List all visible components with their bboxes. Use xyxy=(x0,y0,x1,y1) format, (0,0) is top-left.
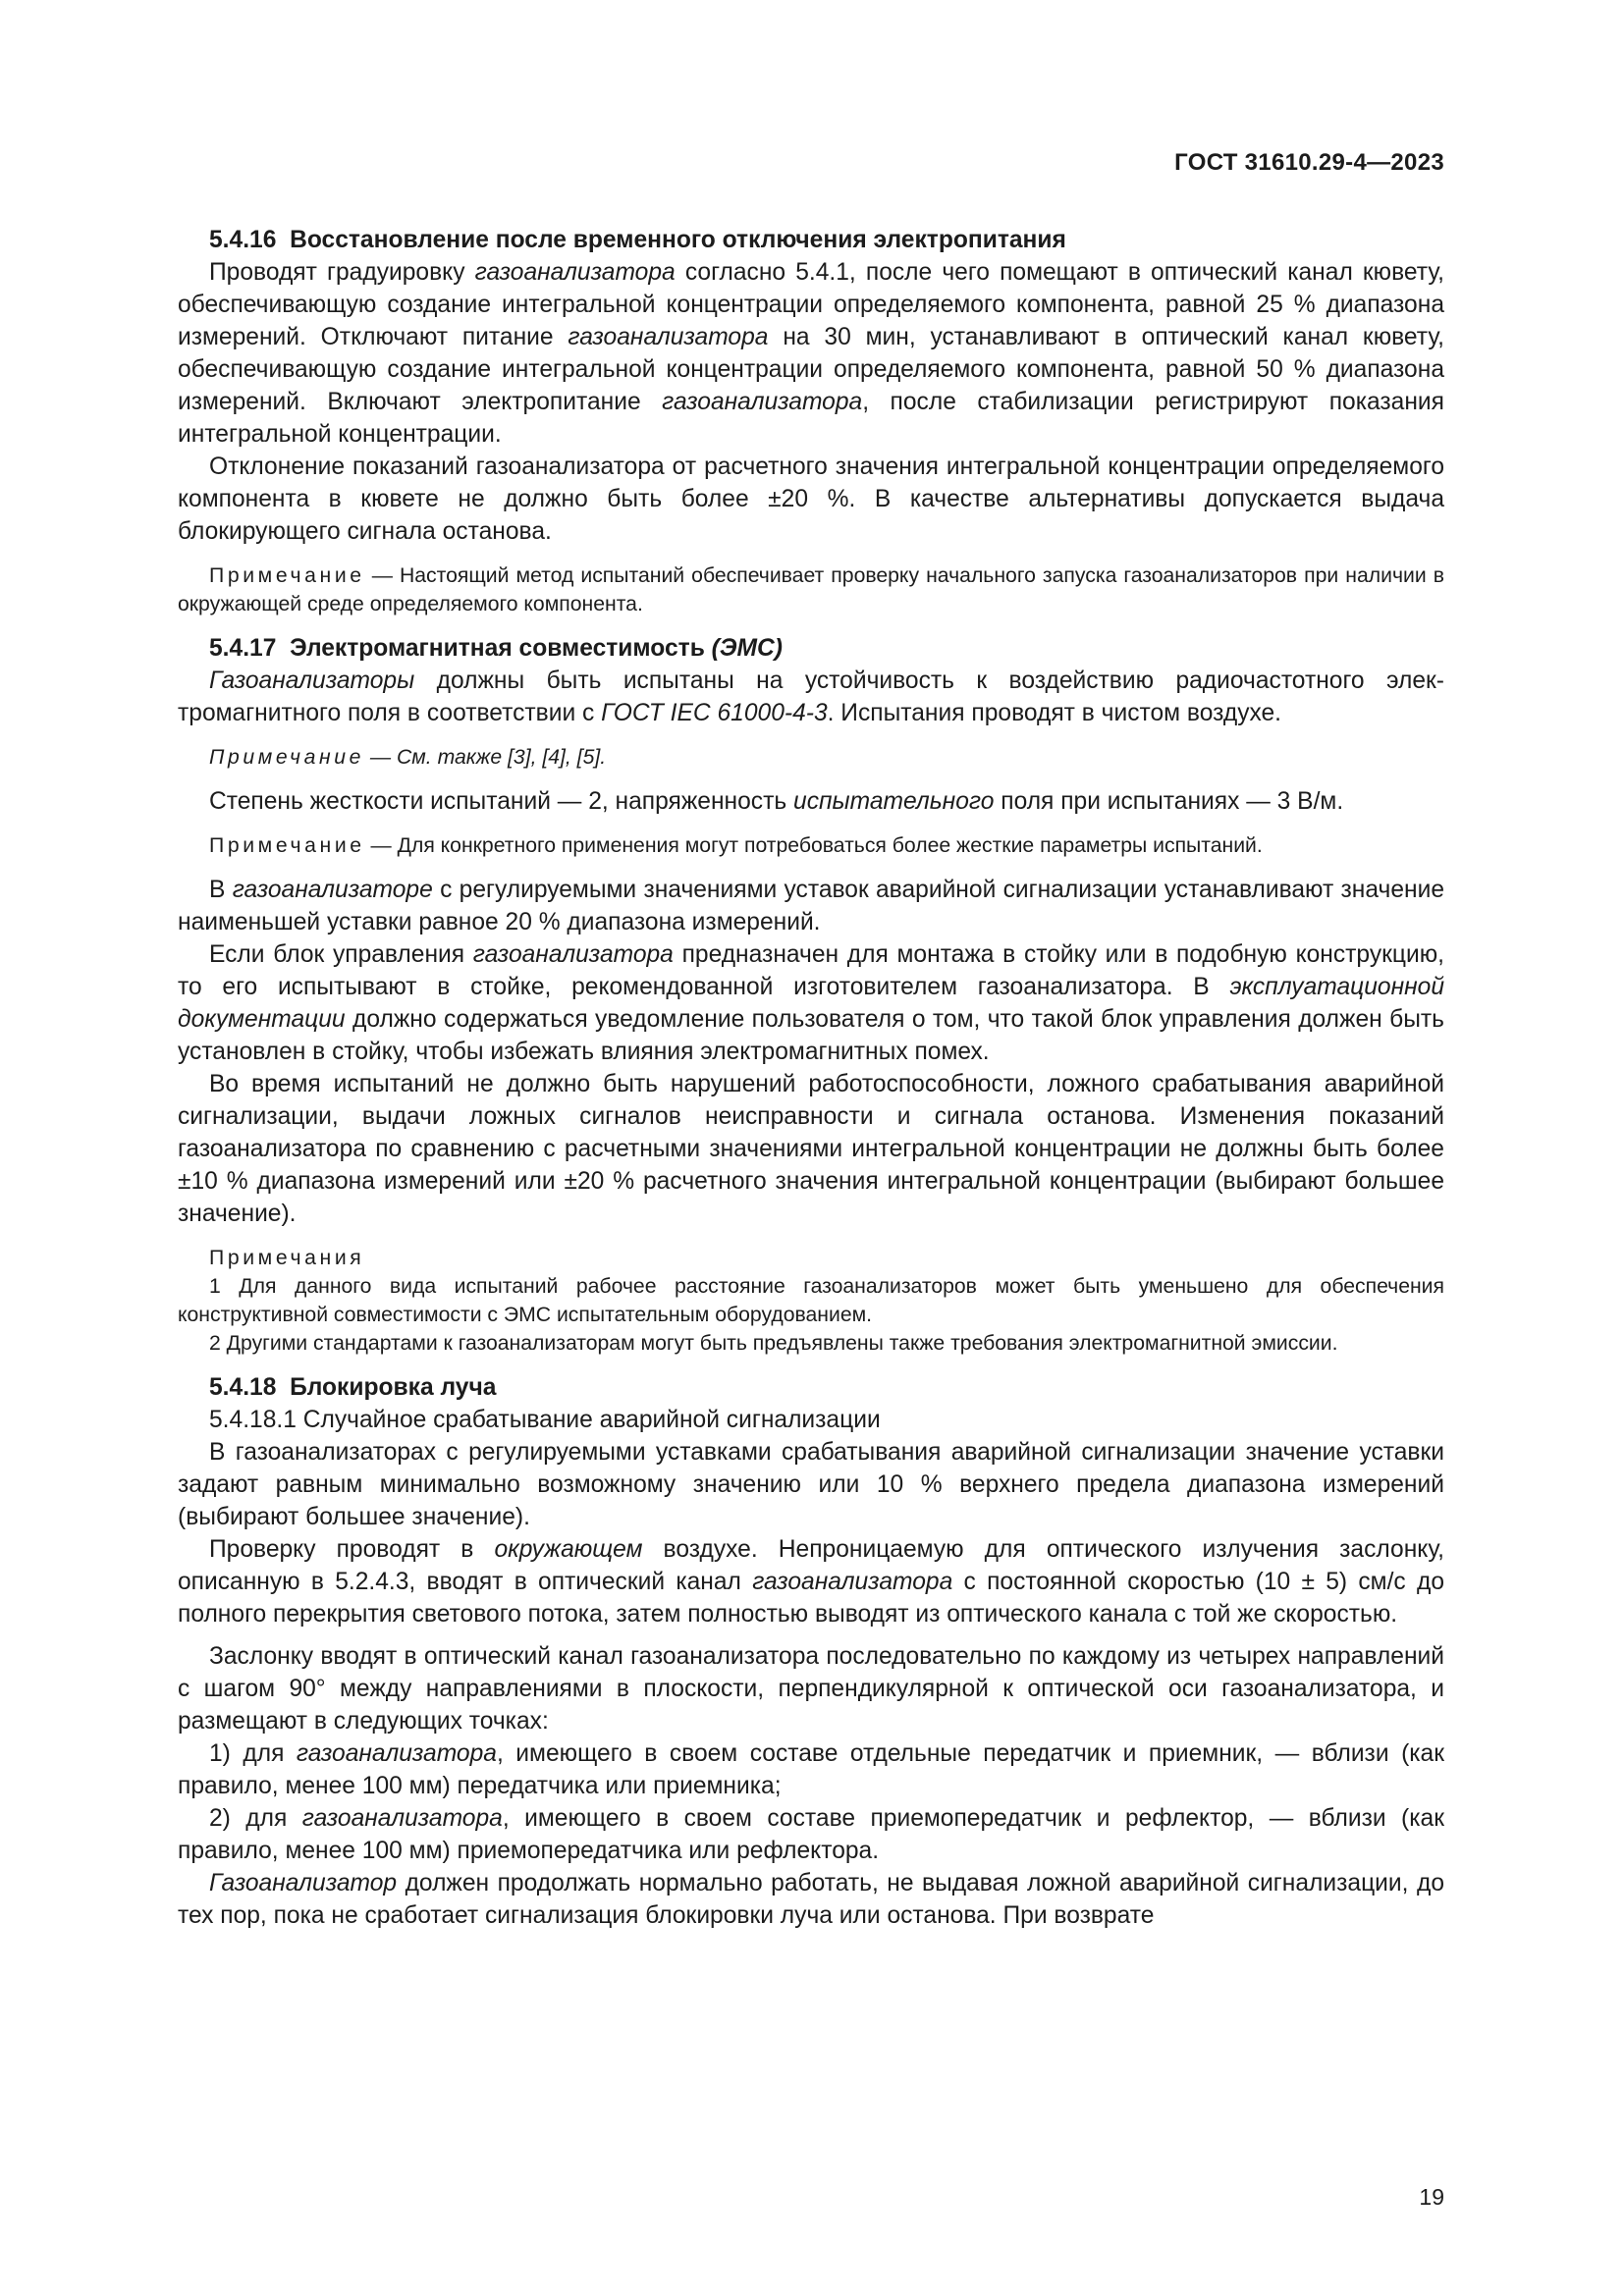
italic-term: газоанализатора xyxy=(474,259,676,286)
note xyxy=(178,561,1444,618)
text-run: , имеющего в своем составе приемопередатчик и рефлектор, — вблизи (как правило, менее 100 мм) приемопередатчика или рефлектора. xyxy=(178,1805,1444,1864)
note-label: Примечание xyxy=(209,834,365,857)
section-number: 5.4.16 xyxy=(209,227,277,253)
italic-term: газоанализатора xyxy=(301,1805,503,1832)
text-run: 1) для xyxy=(209,1740,297,1767)
section-number: 5.4.18 xyxy=(209,1374,277,1401)
text-run: на 30 мин, устанавливают в оптический канал кювету, обеспечивающую создание интегральной концентрации определяемого компонента, равной 50 % диапазона измерений. Включают электропитание xyxy=(178,324,1444,415)
section-title: Электромагнитная совместимость xyxy=(290,635,712,662)
paragraph xyxy=(178,938,1444,1068)
paragraph xyxy=(178,1533,1444,1630)
list-item xyxy=(178,1737,1444,1802)
page-content xyxy=(178,224,1444,1932)
note-label: Примечание xyxy=(209,746,365,769)
section-title: Блокировка луча xyxy=(290,1374,497,1401)
text-run: Проводят градуировку xyxy=(209,259,475,286)
note-text: — Настоящий метод испытаний обеспечивает проверку начального запуска газоанализаторов при наличии в окружающей среде определяемого компонента. xyxy=(178,564,1444,615)
paragraph xyxy=(178,256,1444,451)
section-title-italic: (ЭМС) xyxy=(711,635,783,662)
paragraph: Отклонение показаний газоанализатора от расчетного значения интегральной концентрации определяемого компонента в кювете не должно быть более ±20 %. В качестве альтернативы допускается выдача блокирующего сигнала останова. xyxy=(178,454,1444,545)
section-number: 5.4.17 xyxy=(209,635,277,662)
page-number: 19 xyxy=(1419,2184,1444,2210)
note-text: — Для конкретного применения могут потребоваться более жесткие параметры испытаний. xyxy=(364,834,1263,857)
italic-term: газоанализатора xyxy=(662,389,863,415)
italic-term: Газоанализаторы xyxy=(209,667,415,694)
text-run: Степень жесткости испытаний — 2, напряженность xyxy=(209,788,794,815)
text-run: Проверку проводят в xyxy=(209,1536,495,1563)
paragraph: Во время испытаний не должно быть нарушений работоспособности, ложного срабатывания аварийной сигнализации, выдачи ложных сигналов неисправности и сигнала останова. Изменения показаний газоанализатора по сравнению с расчетными значениями интегральной концентрации не должны быть более ±10 % диапазона измерений или ±20 % расчетного значения интегральной концентрации (выбирают большее значение). xyxy=(178,1071,1444,1227)
notes-heading xyxy=(178,1244,1444,1272)
paragraph xyxy=(178,785,1444,818)
section-title: Восстановление после временного отключения электропитания xyxy=(290,227,1066,253)
italic-term: газоанализатора xyxy=(472,941,674,968)
paragraph: Заслонку вводят в оптический канал газоанализатора последовательно по каждому из четырех направлений с шагом 90° между направлениями в плоскости, перпендикулярной к оптической оси газоанализатора, и размещают в следующих точках: xyxy=(178,1643,1444,1735)
text-run: Если блок управления xyxy=(209,941,473,968)
section-heading-5-4-17 xyxy=(178,632,1444,665)
text-run: поля при испытаниях — 3 В/м. xyxy=(994,788,1344,815)
standard-code: ГОСТ 31610.29-4—2023 xyxy=(1174,149,1444,176)
paragraph xyxy=(178,1867,1444,1932)
text-run: должен продолжать нормально работать, не выдавая ложной аварийной сигнализации, до тех пор, пока не сработает сигнализация блокировки луча или останова. При возврате xyxy=(178,1870,1444,1929)
note xyxy=(178,831,1444,860)
italic-term: газоанализатора xyxy=(752,1569,953,1595)
text-run: с постоянной скоростью (10 ± 5) см/с до полного перекрытия светового потока, затем полностью выводят из оптического канала с той же скоростью. xyxy=(178,1569,1444,1628)
italic-term: газоанализатора xyxy=(296,1740,497,1767)
italic-term: газоанализаторе xyxy=(232,877,433,903)
text-run: предназначен для монтажа в стойку или в подобную конструкцию, то его испытывают в стойке, рекомендованной изготовителем газоанализатора. В xyxy=(178,941,1444,1000)
text-run: В xyxy=(209,877,233,903)
note-item: 1 Для данного вида испытаний рабочее расстояние газоанализаторов может быть уменьшено для обеспечения конструктивной совместимости с ЭМС испытательным оборудованием. xyxy=(178,1275,1444,1326)
text-run: должно содержаться уведомление пользователя о том, что такой блок управления должен быть установлен в стойку, чтобы избежать влияния электромагнитных помех. xyxy=(178,1006,1444,1065)
italic-term: ГОСТ IEC 61000-4-3 xyxy=(601,700,828,726)
note xyxy=(178,743,1444,772)
italic-term: газоанализатора xyxy=(568,324,769,350)
section-heading-5-4-18 xyxy=(178,1371,1444,1404)
text-run: с регулируемыми значениями уставок аварийной сигнализации устанавливают значение наименьшей уставки равное 20 % диапазона измерений. xyxy=(178,877,1444,935)
list-item xyxy=(178,1802,1444,1867)
note-text: — См. также [3], [4], [5]. xyxy=(364,746,607,769)
subsection-heading: 5.4.18.1 Случайное срабатывание аварийной сигнализации xyxy=(209,1407,881,1433)
text-run: воздухе. Непроницаемую для оптического излучения заслонку, описанную в 5.2.4.3, вводят в оптический канал xyxy=(178,1536,1444,1595)
text-run: должны быть испытаны на устойчивость к воздействию радиочастотного электромагнитного поля в соответствии с xyxy=(178,667,1444,726)
text-run: согласно 5.4.1, после чего помещают в оптический канал кювету, обеспечивающую создание интегральной концентрации определяемого компонента, равной 25 % диапазона измерений. Отключают питание xyxy=(178,259,1444,350)
note-label: Примечание xyxy=(209,564,365,587)
italic-term: Газоанализатор xyxy=(209,1870,398,1896)
text-run: , имеющего в своем составе отдельные передатчик и приемник, — вблизи (как правило, менее 100 мм) передатчика или приемника; xyxy=(178,1740,1444,1799)
text-run: , после стабилизации регистрируют показания интегральной концентрации. xyxy=(178,389,1444,448)
text-run: . Испытания проводят в чистом воздухе. xyxy=(827,700,1282,726)
section-heading-5-4-16 xyxy=(178,224,1444,256)
note-label: Примечания xyxy=(209,1247,365,1269)
italic-term: эксплуатационной документации xyxy=(178,974,1444,1033)
paragraph: В газоанализаторах с регулируемыми уставками срабатывания аварийной сигнализации значение уставки задают равным минимально возможному значению или 10 % верхнего предела диапазона измерений (выбирают большее значение). xyxy=(178,1439,1444,1530)
paragraph xyxy=(178,874,1444,938)
paragraph xyxy=(178,665,1444,729)
text-run: 2) для xyxy=(209,1805,302,1832)
note-item: 2 Другими стандартами к газоанализаторам могут быть предъявлены также требования электромагнитной эмиссии. xyxy=(209,1332,1338,1355)
italic-term: испытательного xyxy=(793,788,995,815)
italic-term: окружающем xyxy=(494,1536,643,1563)
